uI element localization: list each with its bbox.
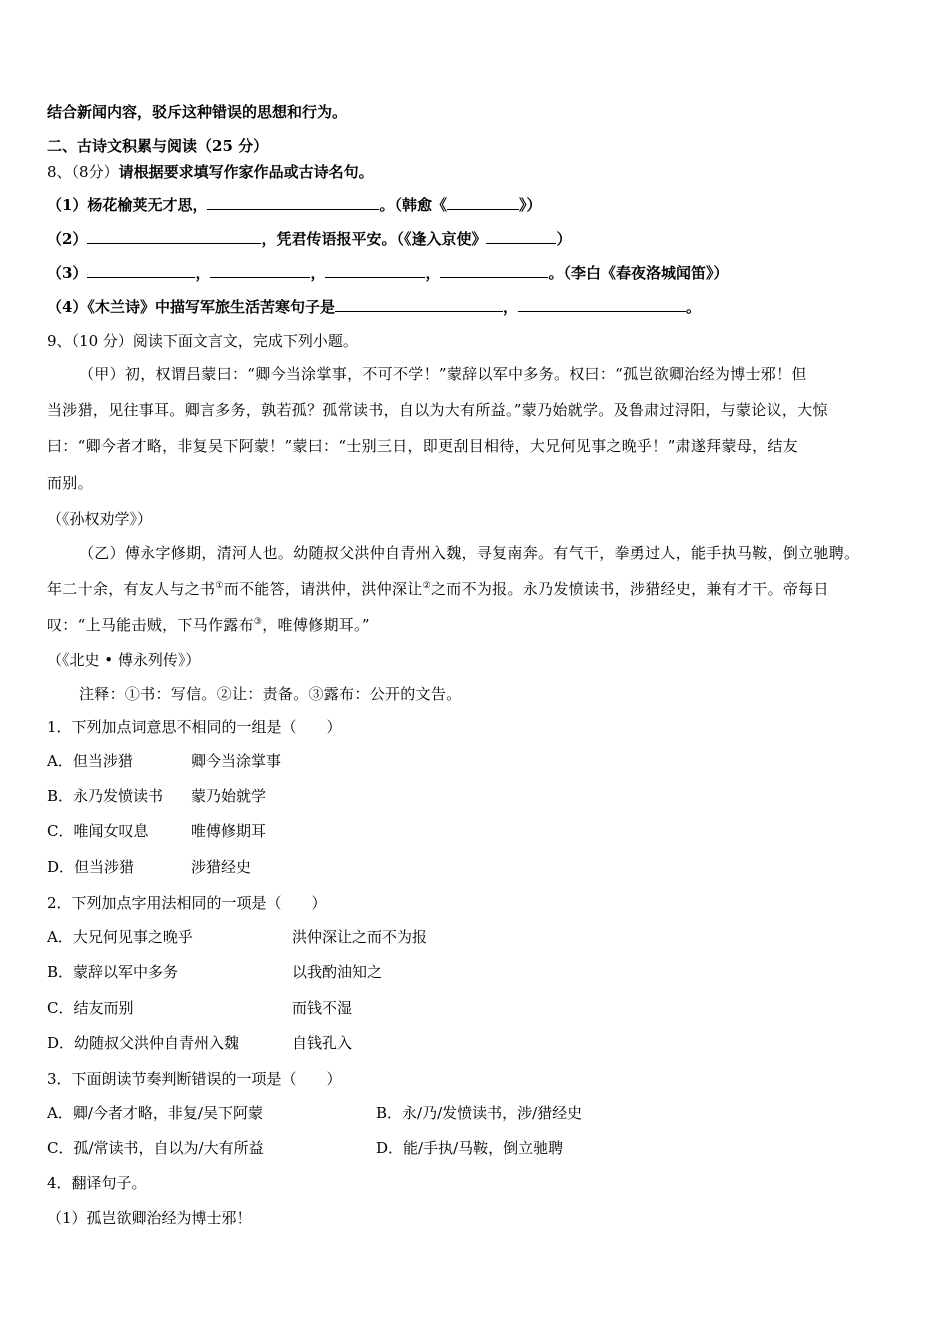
q8-line1-mid: 。（韩愈《 — [379, 196, 447, 214]
q8-text: 请根据要求填写作家作品或古诗名句。 — [118, 163, 374, 181]
sub2-option-d[interactable] — [47, 1033, 353, 1053]
sub1-option-c[interactable] — [47, 821, 267, 841]
sub3-option-b[interactable]: B．永/乃/发愤读书，涉/猎经史 — [376, 1104, 583, 1122]
sub1-option-b[interactable] — [47, 786, 267, 806]
yi2-part-b: 而不能答，请洪仲，洪仲深让 — [223, 580, 423, 598]
answer-blank[interactable] — [207, 195, 379, 210]
footnote-marker: ① — [215, 581, 224, 591]
passage-jia-line4: 而别。 — [47, 474, 93, 492]
sub1-option-a[interactable] — [47, 751, 282, 771]
q8-line3-sep1: ， — [195, 264, 211, 282]
intro-line: 结合新闻内容，驳斥这种错误的思想和行为。 — [47, 103, 348, 121]
answer-blank[interactable] — [486, 229, 556, 244]
yi2-part-a: 年二十余，有友人与之书 — [47, 580, 216, 598]
q8-line1-end: 》） — [518, 196, 542, 214]
footnote-marker: ③ — [253, 617, 263, 627]
section-heading: 二、古诗文积累与阅读（25 分） — [47, 137, 269, 155]
sub3-option-d[interactable]: D．能/手执/马鞍，倒立驰聘 — [376, 1139, 564, 1157]
q8-line1-text: （1）杨花榆荚无才思， — [47, 196, 208, 214]
answer-blank[interactable] — [440, 263, 548, 278]
sub2-option-b[interactable] — [47, 962, 383, 982]
sub1-option-d[interactable] — [47, 857, 252, 877]
option-value: 自钱孔入 — [292, 1034, 353, 1052]
option-value: 而钱不湿 — [292, 999, 353, 1017]
sub4-item-1: （1）孤岂欲卿治经为博士邪！ — [47, 1209, 252, 1227]
option-key: A．但当涉猎 — [47, 752, 133, 770]
q8-line4-end: 。 — [685, 298, 701, 316]
option-value: 蒙乃始就学 — [191, 787, 267, 805]
sub4-stem: 4．翻译句子。 — [47, 1174, 147, 1192]
q8-line4-sep: ， — [502, 298, 518, 316]
passage-jia-source: （《孙权劝学》） — [47, 510, 153, 528]
option-value: 以我酌油知之 — [292, 963, 383, 981]
q8-number: 8、（8分） — [47, 163, 119, 181]
passage-yi-line1: （乙）傅永字修期，清河人也。幼随叔父洪仲自青州入魏，寻复南奔。有气干，拳勇过人，能手执马鞍，倒立驰聘。 — [79, 544, 860, 562]
option-key: D．但当涉猎 — [47, 858, 135, 876]
option-key: C．结友而别 — [47, 999, 134, 1017]
sub2-option-c[interactable] — [47, 998, 353, 1018]
q8-line3-sep3: ， — [425, 264, 441, 282]
passage-yi-line3 — [47, 615, 370, 635]
passage-jia-line3: 曰：“卿今者才略，非复吴下阿蒙！”蒙曰：“士别三日，即更刮目相待，大兄何见事之晚乎！”肃遂拜蒙母，结友 — [47, 437, 798, 455]
q8-line-3 — [47, 263, 729, 283]
option-key: B．永乃发愤读书 — [47, 787, 164, 805]
yi3-part-b: ，唯傅修期耳。” — [262, 616, 370, 634]
passage-yi-source: （《北史 • 傅永列传》） — [47, 651, 201, 669]
passage-jia-line2: 当涉猎，见往事耳。卿言多务，孰若孤？孤常读书，自以为大有所益。”蒙乃始就学。及鲁肃过浔阳，与蒙论议，大惊 — [47, 401, 828, 419]
q8-line-1 — [47, 195, 541, 215]
option-key: D．幼随叔父洪仲自青州入魏 — [47, 1034, 240, 1052]
answer-blank[interactable] — [87, 229, 261, 244]
q8-line-4 — [47, 297, 701, 317]
yi3-part-a: 叹：“上马能击贼，下马作露布 — [47, 616, 254, 634]
option-value: 涉猎经史 — [191, 858, 252, 876]
q8-line4-text: （4）《木兰诗》中描写军旅生活苦寒句子是 — [47, 298, 335, 316]
passage-notes: 注释：①书：写信。②让：责备。③露布：公开的文告。 — [79, 685, 462, 703]
q8-stem — [47, 162, 374, 182]
option-value: 唯傅修期耳 — [191, 822, 267, 840]
option-value: 洪仲深让之而不为报 — [292, 928, 428, 946]
sub2-stem: 2．下列加点字用法相同的一项是（ ） — [47, 894, 327, 912]
sub3-option-c[interactable]: C．孤/常读书，自以为/大有所益 — [47, 1139, 264, 1157]
passage-yi-line2 — [47, 579, 829, 599]
sub1-stem: 1．下列加点词意思不相同的一组是（ ） — [47, 718, 342, 736]
passage-jia-line1: （甲）初，权谓吕蒙曰：“卿今当涂掌事，不可不学！”蒙辞以军中多务。权曰：“孤岂欲卿治经为博士邪！但 — [79, 365, 807, 383]
option-key: A．大兄何见事之晚乎 — [47, 928, 193, 946]
q8-line3-end: 。（李白《春夜洛城闻笛》） — [548, 264, 729, 282]
option-key: B．蒙辞以军中多务 — [47, 963, 179, 981]
q8-line-2 — [47, 229, 571, 249]
yi2-part-c: 之而不为报。永乃发愤读书，涉猎经史，兼有才干。帝每日 — [430, 580, 829, 598]
footnote-marker: ② — [422, 581, 431, 591]
q9-stem: 9、（10 分）阅读下面文言文，完成下列小题。 — [47, 332, 358, 350]
q8-line2-end: ） — [556, 230, 572, 248]
q8-line2-mid: ，凭君传语报平安。（《逢入京使》 — [261, 230, 487, 248]
q8-line3-text: （3） — [47, 264, 88, 282]
option-value: 卿今当涂掌事 — [191, 752, 282, 770]
answer-blank[interactable] — [210, 263, 310, 278]
q8-line3-sep2: ， — [310, 264, 326, 282]
sub3-option-a[interactable]: A．卿/今者才略，非复/吴下阿蒙 — [47, 1104, 263, 1122]
sub3-stem: 3．下面朗读节奏判断错误的一项是（ ） — [47, 1070, 342, 1088]
sub2-option-a[interactable] — [47, 927, 428, 947]
answer-blank[interactable] — [325, 263, 425, 278]
answer-blank[interactable] — [518, 297, 686, 312]
answer-blank[interactable] — [335, 297, 503, 312]
q8-line2-text: （2） — [47, 230, 88, 248]
answer-blank[interactable] — [447, 195, 519, 210]
answer-blank[interactable] — [87, 263, 195, 278]
option-key: C．唯闻女叹息 — [47, 822, 149, 840]
